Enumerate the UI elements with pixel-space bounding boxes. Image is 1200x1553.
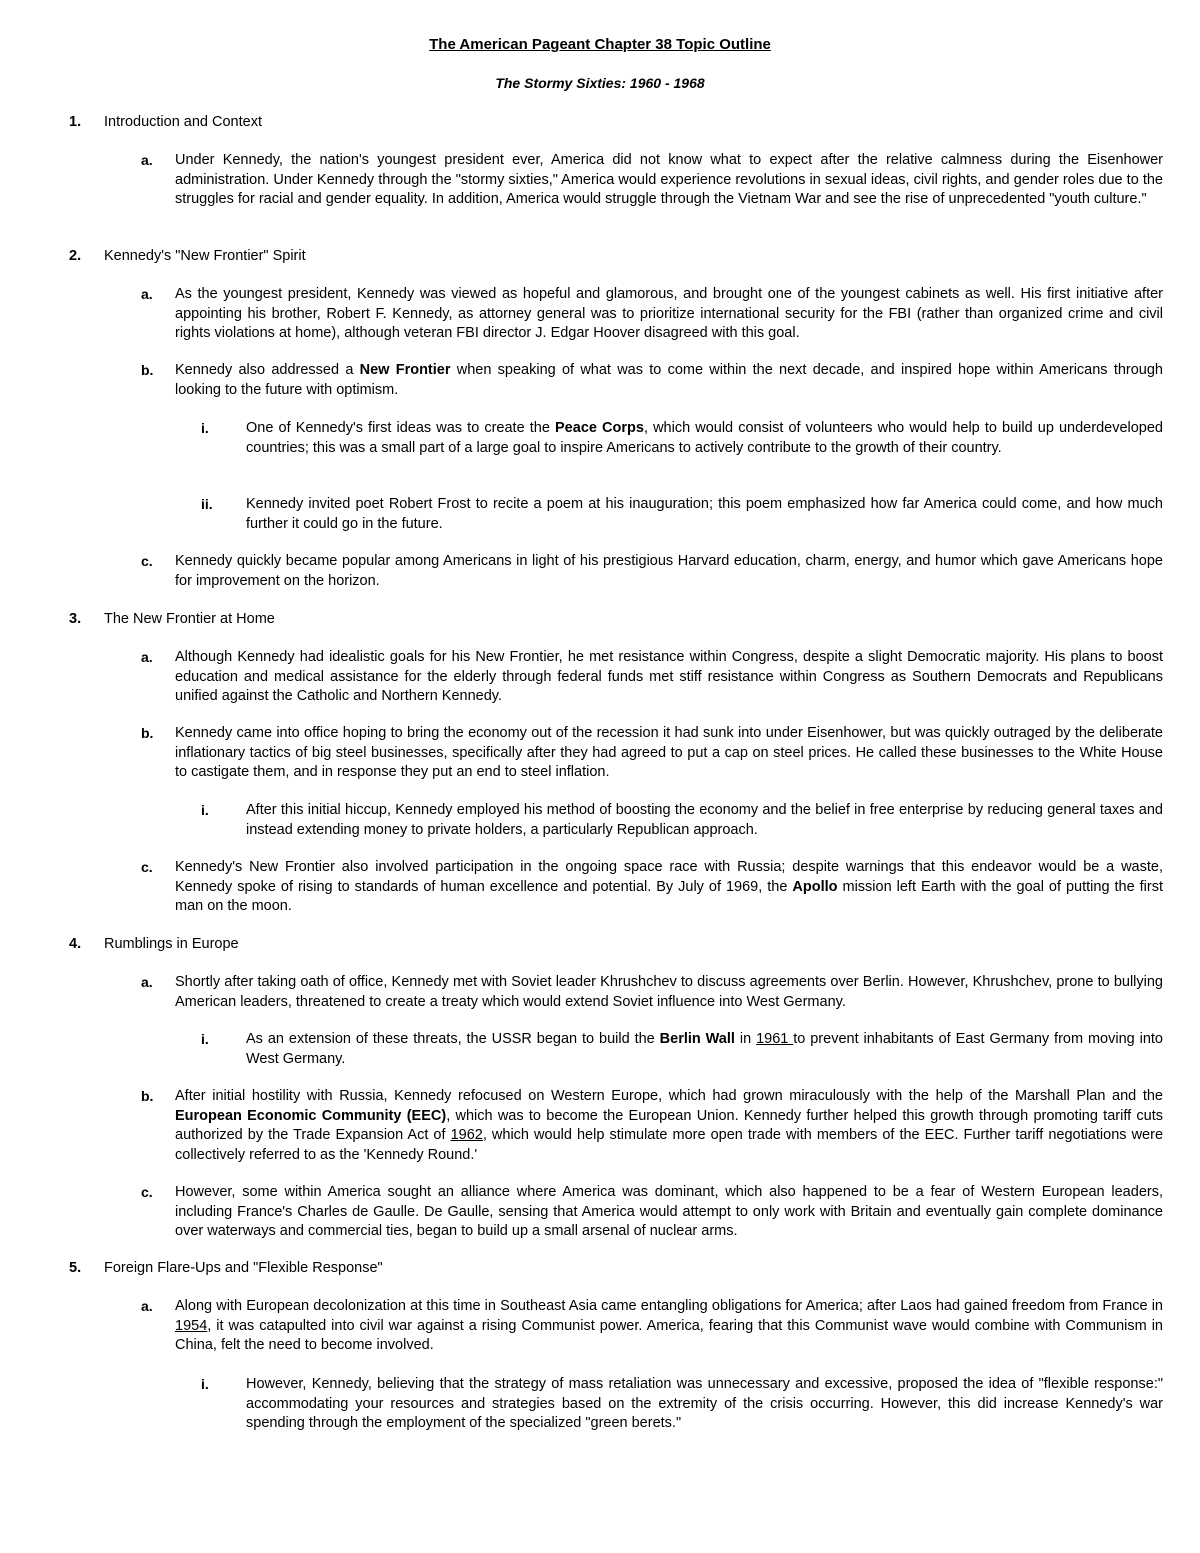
item-label: i. bbox=[201, 420, 209, 436]
term-apollo: Apollo bbox=[792, 878, 838, 895]
item-label: i. bbox=[201, 802, 209, 818]
term-new-frontier: New Frontier bbox=[359, 362, 451, 378]
term-berlin-wall: Berlin Wall bbox=[659, 1031, 735, 1047]
item-text: Although Kennedy had idealistic goals for his New Frontier, he met resistance within Congress, despite a slight Democratic majority. His plans to boost education and medical assistance for the elderly through federal funds met stiff resistance within Congress as Southern Democrats and Republicans unified against the Catholic and Northern Kennedy. bbox=[175, 649, 1163, 704]
item-text: As the youngest president, Kennedy was viewed as hopeful and glamorous, and brought one of the youngest cabinets as well. His first initiative after appointing his brother, Robert F. Kennedy, as attorney general was to prioritize international security for the FBI (rather than organized crime and civil rights violations at home), although veteran FBI director J. Edgar Hoover disagreed with this goal. bbox=[175, 286, 1163, 341]
section-heading: Rumblings in Europe bbox=[104, 936, 239, 952]
item-label: b. bbox=[141, 1088, 154, 1104]
item-text: However, some within America sought an alliance where America was dominant, which also happened to be a fear of Western European leaders, including France's Charles de Gaulle. De Gaulle, sensing that America would attempt to only work with Britain and eventually gain complete dominance over waterways and commercial ties, began to build up a small arsenal of nuclear arms. bbox=[175, 1184, 1163, 1239]
item-text: However, Kennedy, believing that the strategy of mass retaliation was unnecessary and excessive, proposed the idea of "flexible response:" accommodating your resources and strategies based on the extremity of the crisis occurring. However, this did increase Kennedy's war spending through the employment of the specialized "green berets." bbox=[246, 1376, 1163, 1431]
item-label: b. bbox=[141, 725, 154, 741]
item-label: c. bbox=[141, 859, 153, 875]
section-number: 4. bbox=[69, 936, 82, 952]
year-1962: 1962 bbox=[450, 1127, 483, 1143]
item-text: Kennedy also addressed a New Frontier when speaking of what was to come within the next decade, and inspired hope within Americans through looking to the future with optimism. bbox=[175, 362, 1163, 398]
item-label: ii. bbox=[201, 496, 213, 512]
item-text: As an extension of these threats, the USSR began to build the Berlin Wall in 1961 to prevent inhabitants of East Germany from moving into West Germany. bbox=[246, 1031, 1163, 1067]
item-label: b. bbox=[141, 362, 154, 378]
year-1961: 1961 bbox=[756, 1031, 794, 1047]
item-label: i. bbox=[201, 1376, 209, 1392]
document-title: The American Pageant Chapter 38 Topic Outline bbox=[429, 36, 771, 53]
item-label: a. bbox=[141, 286, 153, 302]
item-text: Kennedy invited poet Robert Frost to recite a poem at his inauguration; this poem emphasized how far America could come, and how much further it could go in the future. bbox=[246, 496, 1163, 532]
term-eec: European Economic Community (EEC) bbox=[175, 1107, 447, 1124]
document-subtitle: The Stormy Sixties: 1960 - 1968 bbox=[495, 75, 705, 91]
item-label: a. bbox=[141, 649, 153, 665]
section-heading: The New Frontier at Home bbox=[104, 611, 275, 627]
section-number: 2. bbox=[69, 248, 82, 264]
item-label: a. bbox=[141, 974, 153, 990]
item-text: After this initial hiccup, Kennedy employed his method of boosting the economy and the belief in free enterprise by reducing general taxes and instead extending money to private holders, a particularly Republican approach. bbox=[246, 802, 1163, 838]
item-label: a. bbox=[141, 152, 153, 168]
item-label: i. bbox=[201, 1031, 209, 1047]
section-number: 3. bbox=[69, 611, 82, 627]
item-text: Kennedy's New Frontier also involved participation in the ongoing space race with Russia; despite warnings that this endeavor would be a waste, Kennedy spoke of rising to standards of human excellence and potential. By July of 1969, the Apollo mission left Earth with the goal of putting the first man on the moon. bbox=[175, 859, 1163, 914]
item-text: Under Kennedy, the nation's youngest president ever, America did not know what to expect after the relative calmness during the Eisenhower administration. Under Kennedy through the "stormy sixties," America would experience revolutions in sexual ideas, civil rights, and gender roles due to the struggles for racial and gender equality. In addition, America would struggle through the Vietnam War and see the rise of unprecedented "youth culture." bbox=[175, 152, 1163, 207]
item-label: c. bbox=[141, 1184, 153, 1200]
section-heading: Foreign Flare-Ups and "Flexible Response" bbox=[104, 1260, 383, 1276]
item-label: c. bbox=[141, 553, 153, 569]
term-peace-corps: Peace Corps bbox=[555, 420, 644, 436]
item-label: a. bbox=[141, 1298, 153, 1314]
item-text: Along with European decolonization at this time in Southeast Asia came entangling obligations for America; after Laos had gained freedom from France in 1954, it was catapulted into civil war against a rising Communist power. America, fearing that this Communist wave would combine with Communism in China, felt the need to become involved. bbox=[175, 1298, 1163, 1353]
item-text: Shortly after taking oath of office, Kennedy met with Soviet leader Khrushchev to discuss agreements over Berlin. However, Khrushchev, prone to bullying American leaders, threatened to create a treaty which would extend Soviet influence into West Germany. bbox=[175, 974, 1163, 1010]
section-heading: Introduction and Context bbox=[104, 114, 262, 130]
section-number: 5. bbox=[69, 1260, 82, 1276]
year-1954: 1954 bbox=[175, 1317, 208, 1334]
section-number: 1. bbox=[69, 114, 82, 130]
item-text: One of Kennedy's first ideas was to create the Peace Corps, which would consist of volunteers who would help to build up underdeveloped countries; this was a small part of a large goal to inspire Americans to actively contribute to the growth of their country. bbox=[246, 420, 1163, 456]
section-heading: Kennedy's "New Frontier" Spirit bbox=[104, 248, 306, 264]
item-text: Kennedy came into office hoping to bring the economy out of the recession it had sunk into under Eisenhower, but was quickly outraged by the deliberate inflationary tactics of big steel businesses, specifically after they had agreed to put a cap on steel prices. He called these businesses to the White House to castigate them, and in response they put an end to steel inflation. bbox=[175, 725, 1163, 780]
item-text: After initial hostility with Russia, Kennedy refocused on Western Europe, which had grown miraculously with the help of the Marshall Plan and the European Economic Community (EEC), which was to become the European Union. Kennedy further helped this growth through promoting tariff cuts authorized by the Trade Expansion Act of 1962, which would help stimulate more open trade with members of the EEC. Further tariff negotiations were collectively referred to as the 'Kennedy Round.' bbox=[175, 1088, 1164, 1163]
item-text: Kennedy quickly became popular among Americans in light of his prestigious Harvard education, charm, energy, and humor which gave Americans hope for improvement on the horizon. bbox=[175, 553, 1163, 589]
